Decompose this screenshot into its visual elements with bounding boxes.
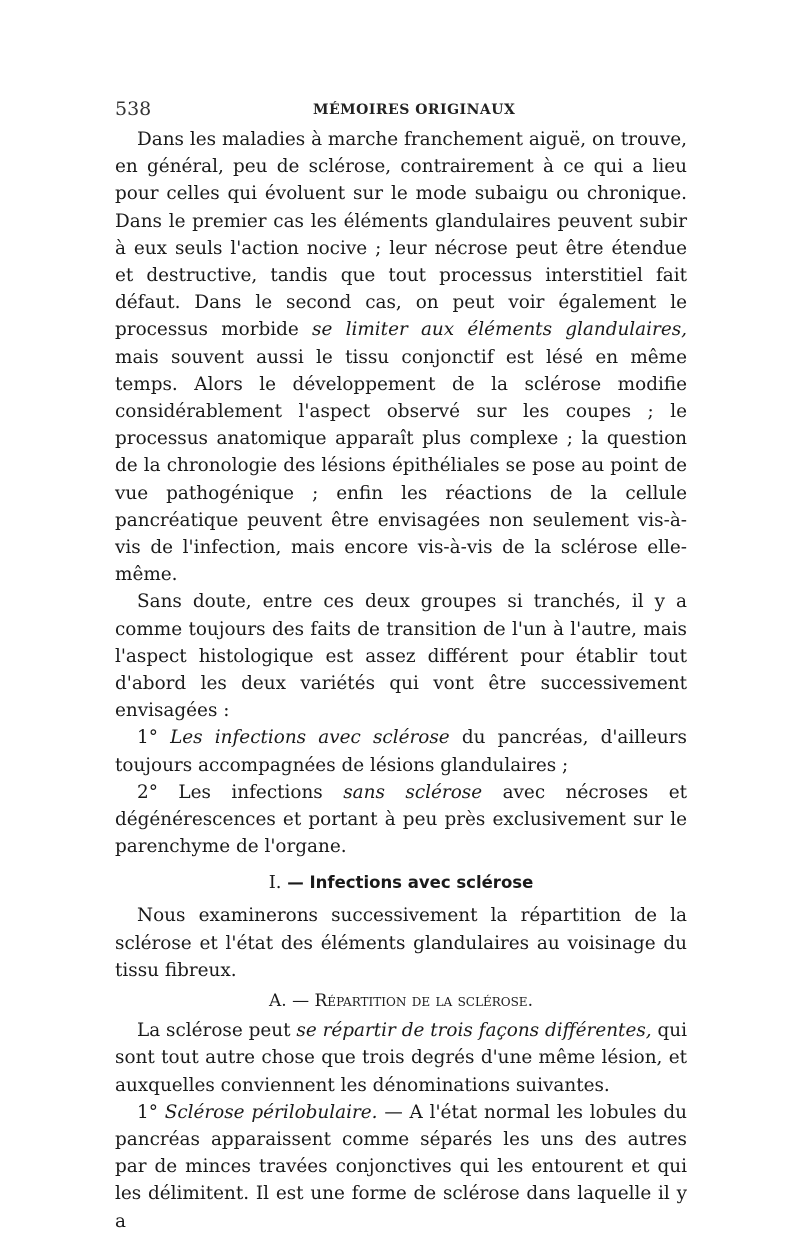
paragraph-7-rest: — A l'état normal les lobules du pancréas apparaissent comme séparés les uns des autres par de minces travées conjonctives qui les entourent et qui les délimitent. Il est une forme de sclérose dans laquelle il y a bbox=[115, 1101, 687, 1232]
paragraph-3-rest: du pancréas, d'ailleurs toujours accompagnées de lésions glandulaires ; bbox=[115, 727, 687, 776]
paragraph-6-pre: La sclérose peut bbox=[137, 1020, 297, 1042]
paragraph-3 bbox=[115, 724, 687, 778]
page-number: 538 bbox=[115, 98, 152, 120]
paragraph-1-text: Dans les maladies à marche franchement aiguë, on trouve, en général, peu de sclérose, contrairement à ce qui a lieu pour celles qui évoluent sur le mode subaigu ou chronique. Dans le premier cas les éléments glandulaires peuvent subir à eux seuls l'action nocive ; leur nécrose peut être étendue et destructive, tandis que tout processus interstitiel fait défaut. Dans le second cas, on peut voir également le processus morbide bbox=[115, 129, 687, 341]
paragraph-6-emphasis: se répartir de trois façons différentes, bbox=[296, 1020, 652, 1042]
paragraph-6-rest: qui sont tout autre chose que trois degrés d'une même lésion, et auxquelles conviennent les dénominations suivantes. bbox=[115, 1020, 687, 1096]
paragraph-7-number: 1° bbox=[137, 1101, 158, 1123]
paragraph-4-rest: avec nécroses et dégénérescences et portant à peu près exclusivement sur le parenchyme de l'organe. bbox=[115, 781, 688, 858]
paragraph-6 bbox=[115, 1017, 687, 1099]
section-title: — Infections avec sclérose bbox=[287, 873, 534, 893]
paragraph-4-pre: Les infections bbox=[157, 781, 344, 803]
paragraph-1-emphasis: se limiter aux éléments glandulaires, bbox=[312, 319, 687, 341]
section-number: I. bbox=[268, 872, 282, 894]
running-head bbox=[115, 96, 685, 126]
paragraph-2: Sans doute, entre ces deux groupes si tranchés, il y a comme toujours des faits de transition de l'un à l'autre, mais l'aspect histologique est assez différent pour établir tout d'abord les deux variétés qui vont être successivement envisagées : bbox=[115, 591, 687, 722]
body-text bbox=[115, 126, 687, 1235]
paragraph-4-emphasis: sans sclérose bbox=[343, 781, 483, 803]
paragraph-3-emphasis: Les infections avec sclérose bbox=[170, 727, 450, 749]
section-heading bbox=[115, 870, 687, 896]
paragraph-7 bbox=[115, 1099, 687, 1235]
subsection-heading: A. — Répartition de la sclérose. bbox=[269, 991, 533, 1012]
paragraph-5: Nous examinerons successivement la répartition de la sclérose et l'état des éléments glandulaires au voisinage du tissu fibreux. bbox=[115, 905, 687, 981]
paragraph-1-rest: mais souvent aussi le tissu conjonctif est lésé en même temps. Alors le développement de la sclérose modifie considérablement l'aspect observé sur les coupes ; le processus anatomique apparaît plus complexe ; la question de la chronologie des lésions épithéliales se pose au point de vue pathogénique ; enfin les réactions de la cellule pancréatique peuvent être envisagées non seulement vis-à-vis de l'infection, mais encore vis-à-vis de la sclérose elle-même. bbox=[115, 346, 687, 586]
paragraph-4 bbox=[115, 779, 687, 861]
paragraph-7-emphasis: Sclérose périlobulaire. bbox=[164, 1101, 378, 1123]
paragraph-3-number: 1° bbox=[137, 727, 158, 749]
paragraph-1 bbox=[115, 126, 687, 588]
running-title: MÉMOIRES ORIGINAUX bbox=[313, 102, 516, 118]
paragraph-4-number: 2° bbox=[137, 781, 158, 803]
